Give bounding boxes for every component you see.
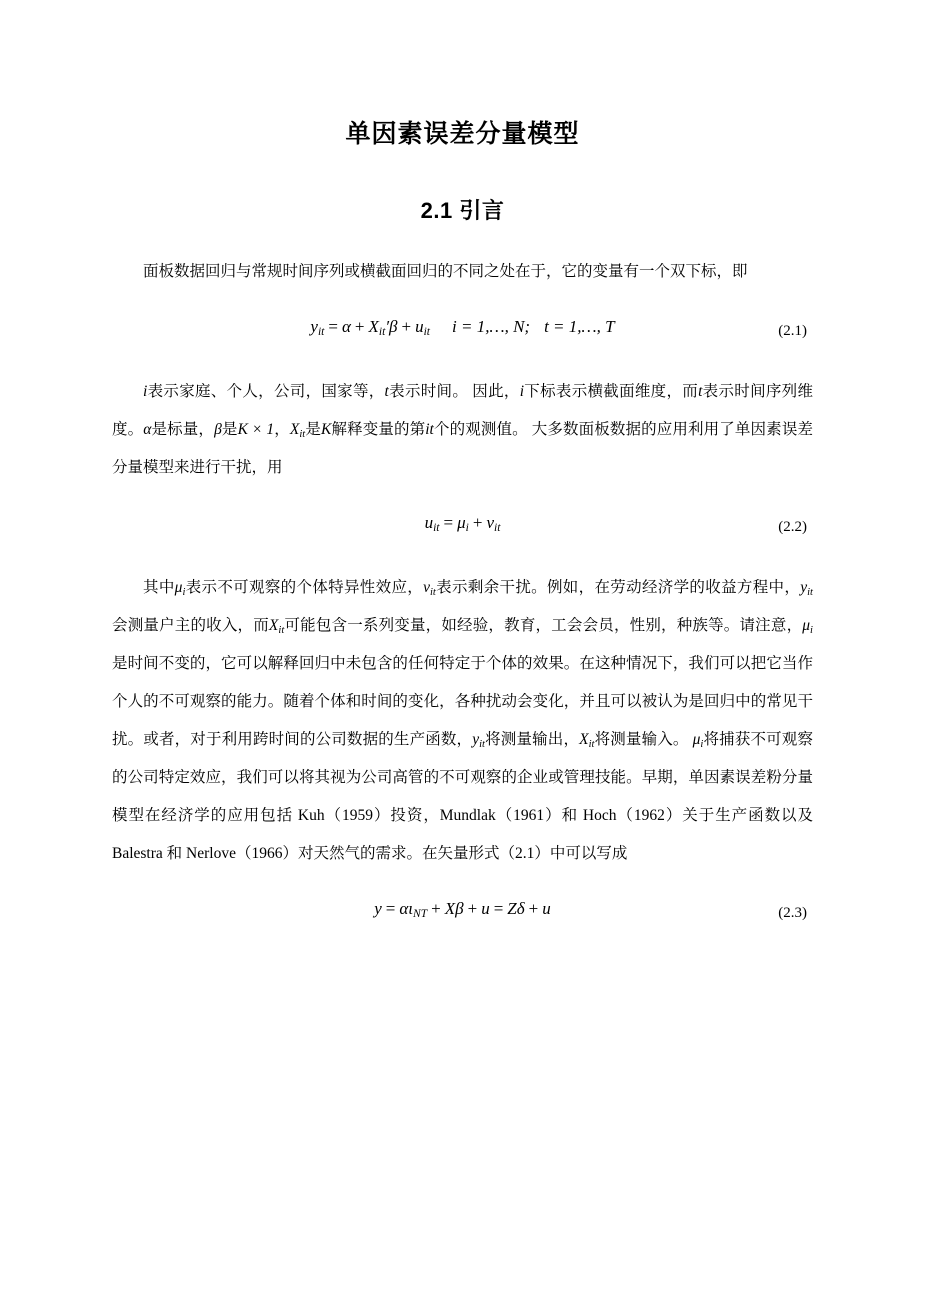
eq22-mu-sub: i [465,521,469,535]
eq23-alpha: α [399,898,409,918]
p2-text-10: 个的观测值。 大多数面板数据的应用利用了单因素误差分量模型来进行干扰，用 [112,420,813,476]
equation-2-1-row [112,317,813,351]
eq23-delta: δ [516,898,525,918]
sym-it: it [425,420,434,438]
paragraph-notation [112,373,813,487]
sym-mu-i-2-sub: i [810,624,813,636]
sym-X-it-sub: it [299,428,306,440]
equation-2-3 [112,899,813,920]
p2-text-1: 表示家庭、个人，公司，国家等， [147,382,385,400]
p2-text-5: 是标量， [151,420,215,438]
p3-text-9: 将捕获不可观察的公司特定效应，我们可以将其视为公司高管的不可观察的企业或管理技能。早期，单因素误差粉分量模型在经济学的应用包括 Kuh（1959）投资，Mundlak（1961）和 Hoch（1962）关于生产函数以及 Balestra 和 Nerlove（1966）对天然气的需求。在矢量形式（2.1）中可以写成 [112,730,813,862]
sym-v-it: v [423,578,430,596]
eq21-plus-1: + [354,316,365,336]
eq23-u: u [481,898,490,918]
sym-mu-i-3-sub: i [700,738,704,750]
eq23-beta: β [455,898,464,918]
p2-text-7: ， [274,420,290,438]
eq21-y-sub: it [317,325,325,339]
eq22-plus: + [472,512,483,532]
p3-text-3: 表示剩余干扰。例如，在劳动经济学的收益方程中， [435,578,801,596]
paragraph-effects [112,569,813,873]
p2-text-3: 下标表示横截面维度，而 [524,382,699,400]
eq23-Z: Z [507,898,517,918]
eq23-iota-sub: NT [413,906,428,920]
eq21-X: X [368,316,379,336]
eq22-u-sub: it [433,521,440,535]
p2-text-8: 是 [305,420,321,438]
eq23-u-2: u [542,898,551,918]
eq22-mu: μ [457,512,466,532]
p3-text-4: 会测量户主的收入，而 [112,616,269,634]
sym-K: K [320,420,332,438]
p3-text-7: 将测量输出， [484,730,580,748]
paragraph-intro: 面板数据回归与常规时间序列或横截面回归的不同之处在于，它的变量有一个双下标，即 [143,263,748,280]
sym-t-1: t [384,382,389,400]
page-title: 单因素误差分量模型 [345,120,580,148]
sym-k-times-1: K × 1 [237,420,275,438]
eq22-v: v [486,512,494,532]
sym-y-it-1-sub: it [807,586,813,598]
eq23-y: y [374,898,382,918]
eq21-y: y [310,316,318,336]
eq23-plus-3: + [528,898,539,918]
eq21-plus-2: + [401,316,412,336]
eq21-alpha: α [341,316,351,336]
sym-X-it: X [289,420,300,438]
equation-2-2 [112,513,813,534]
sym-y-it-2-sub: it [479,738,485,750]
p2-text-2: 表示时间。 因此， [388,382,520,400]
sym-y-it-1: y [800,578,808,596]
equation-2-1-number: (2.1) [778,322,807,339]
eq22-v-sub: it [494,521,501,535]
sym-i-2: i [519,382,525,400]
sym-beta: β [214,420,222,438]
sym-mu-i-1-sub: i [182,586,186,598]
p2-text-4: 表示时间序列维度。 [112,382,813,438]
eq21-equals: = [328,316,338,336]
eq23-equals-2: = [493,898,504,918]
equation-2-2-row [112,513,813,547]
eq22-equals: = [443,512,454,532]
equation-2-3-row [112,899,813,933]
eq21-range-t: t = 1,…, T [544,316,615,336]
p3-text-1: 其中 [143,578,175,596]
p2-text-6: 是 [221,420,238,438]
sym-y-it-2: y [472,730,480,748]
sym-X-it-2-sub: it [588,738,595,750]
eq21-range-i: i = 1,…, N; [452,316,531,336]
p3-text-6: 是时间不变的，它可以解释回归中未包含的任何特定于个体的效果。在这种情况下，我们可以把它当作个人的不可观察的能力。随着个体和时间的变化，各种扰动会变化，并且可以被认为是回归中的常见干扰。或者，对于利用跨时间的公司数据的生产函数， [112,654,813,748]
equation-2-1 [112,317,813,338]
eq21-u: u [415,316,424,336]
eq23-plus-1: + [431,898,441,918]
sym-X-it-1: X [268,616,279,634]
sym-v-it-sub: it [430,586,436,598]
eq23-iota: ι [408,898,414,918]
sym-i: i [143,382,148,400]
eq23-plus-2: + [467,898,478,918]
eq23-X: X [444,898,456,918]
sym-t-2: t [698,382,703,400]
sym-mu-i-3: μ [692,730,701,748]
p3-text-8: 将测量输入。 [594,730,693,748]
section-heading: 2.1 引言 [420,198,505,223]
eq21-X-sub: it [378,325,386,339]
eq21-beta: β [389,316,398,336]
sym-X-it-2: X [579,730,589,748]
eq21-u-sub: it [423,325,431,339]
sym-mu-i-1: μ [174,578,183,596]
eq23-equals-1: = [385,898,396,918]
p3-text-5: 可能包含一系列变量，如经验，教育，工会会员，性别，种族等。请注意， [284,616,803,634]
sym-X-it-1-sub: it [278,624,285,636]
sym-alpha: α [143,420,152,438]
equation-2-2-number: (2.2) [778,518,807,535]
p2-text-9: 解释变量的第 [331,420,426,438]
eq22-u: u [424,512,434,532]
eq21-prime: ′ [385,316,390,336]
p3-text-2: 表示不可观察的个体特异性效应， [185,578,424,596]
sym-mu-i-2: μ [802,616,811,634]
equation-2-3-number: (2.3) [778,904,807,921]
